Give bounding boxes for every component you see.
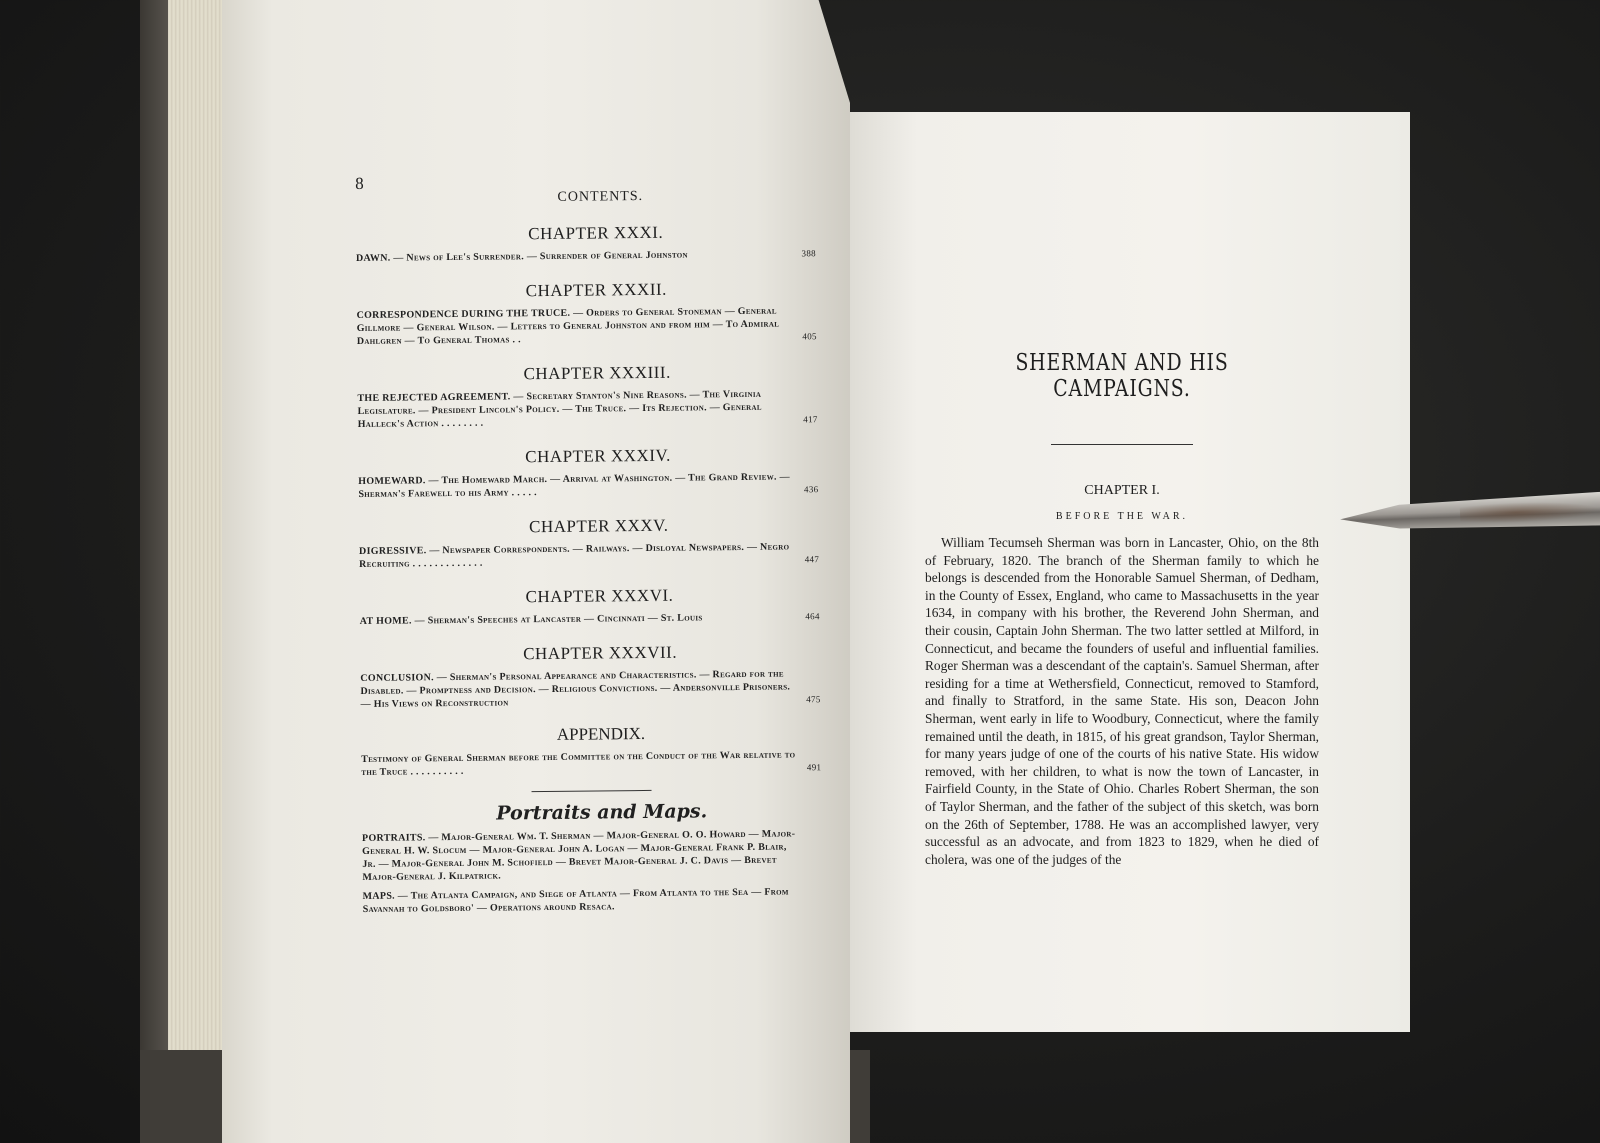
contents-page-text bbox=[355, 163, 823, 916]
chapter-entry-text: CORRESPONDENCE DURING THE TRUCE. — Orders to General Stoneman — General Gillmore — General Wilson. — Letters to General Johnston and from him — To Admiral Dahlgren — To General Thomas . . bbox=[356, 305, 780, 347]
chapter-heading: CHAPTER XXXI. bbox=[528, 222, 664, 244]
contents-title: CONTENTS. bbox=[557, 188, 644, 205]
chapter-entry-page: 436 bbox=[803, 484, 819, 495]
chapter-heading: CHAPTER XXXIV. bbox=[525, 445, 671, 467]
book-title: SHERMAN AND HIS CAMPAIGNS. bbox=[1015, 350, 1229, 402]
maps-entry: MAPS. — The Atlanta Campaign, and Siege of Atlanta — From Atlanta to the Sea — From Savannah to Goldsboro' — Operations around Resaca. bbox=[362, 886, 789, 915]
chapter-entry-page: 417 bbox=[803, 414, 818, 425]
chapter-entry-text: DAWN. — News of Lee's Surrender. — Surrender of General Johnston bbox=[355, 249, 688, 264]
chapter-entry bbox=[358, 470, 818, 501]
chapter-heading: CHAPTER XXXIII. bbox=[523, 362, 671, 384]
appendix-heading: APPENDIX. bbox=[556, 723, 646, 744]
body-paragraph: William Tecumseh Sherman was born in Lancaster, Ohio, on the 8th of February, 1820. The branch of the Sherman family to which he belongs is descended from the Honorable Samuel Sherman, of Dedham, in the County of Essex, England, who came to Massachusetts in the year 1634, in company with his brother, the Reverend John Sherman, and their cousin, Captain John Sherman. The two latter settled at Milford, in Connecticut, and became the founders of useful and influential families. Roger Sherman was a descendant of the captain's. Samuel Sherman, after residing for a time at Wethersfield, Connecticut, removed to Stamford, and finally to Stratford, in the same State. His son, Deacon John Sherman, went early in life to Woodbury, Connecticut, where the family remained until the death, in 1815, of his great grandson, Taylor Sherman, for many years judge of one of the courts of his native State. His widow removed, with her children, to what is now the town of Lancaster, in Fairfield County, in the State of Ohio. Charles Robert Sherman, the son of Taylor Sherman, and the father of the subject of this sketch, was born on the 26th of September, 1788. He was an accomplished lawyer, very successful as an advocate, and from 1823 to 1829, when he died of cholera, was one of the judges of the bbox=[925, 535, 1319, 867]
appendix-entry-page: 491 bbox=[806, 762, 822, 773]
chapter-entry bbox=[360, 610, 820, 628]
chapter-entry bbox=[359, 540, 819, 571]
chapter-entry-text: HOMEWARD. — The Homeward March. — Arrival at Washington. — The Grand Review. — Sherman's Farewell to his Army . . . . . bbox=[358, 471, 790, 500]
chapter-entry-page: 464 bbox=[805, 611, 820, 622]
chapter-entry-text: THE REJECTED AGREEMENT. — Secretary Stanton's Nine Reasons. — The Virginia Legislature. — President Lincoln's Policy. — The Truce. — Its Rejection. — General Halleck's Action . . . . . . . . bbox=[357, 388, 762, 430]
chapter-subtitle: BEFORE THE WAR. bbox=[1055, 511, 1189, 522]
chapter-entry-page: 447 bbox=[804, 554, 820, 565]
chapter-heading: CHAPTER XXXV. bbox=[528, 515, 669, 537]
chapter-entry-page: 475 bbox=[806, 694, 821, 705]
divider-rule bbox=[532, 790, 652, 792]
chapter-entry bbox=[357, 387, 817, 431]
chapter-entry-text: DIGRESSIVE. — Newspaper Correspondents. — Railways. — Disloyal Newspapers. — Negro Recruiting . . . . . . . . . . . . . bbox=[358, 541, 790, 570]
title-rule bbox=[1051, 444, 1193, 445]
chapter-heading: CHAPTER XXXVII. bbox=[523, 642, 678, 664]
chapter-one-page-text bbox=[925, 350, 1319, 868]
page-number: 8 bbox=[355, 173, 364, 193]
chapter-entry-text: CONCLUSION. — Sherman's Personal Appearance and Characteristics. — Regard for the Disabled. — Promptness and Decision. — Religious Convictions. — Andersonville Prisoners. — His Views on Reconstruction bbox=[360, 668, 791, 710]
chapter-heading: CHAPTER XXXII. bbox=[525, 279, 667, 301]
page-edges bbox=[168, 0, 230, 1143]
chapter-heading: CHAPTER I. bbox=[1084, 483, 1160, 498]
portraits-heading: Portraits and Maps. bbox=[496, 800, 708, 825]
chapter-entry bbox=[356, 247, 816, 265]
appendix-entry-text: Testimony of General Sherman before the Committee on the Conduct of the War relative to the Truce . . . . . . . . . . bbox=[361, 749, 796, 778]
chapter-entry bbox=[356, 304, 816, 348]
chapter-entry-text: AT HOME. — Sherman's Speeches at Lancaster — Cincinnati — St. Louis bbox=[359, 612, 703, 627]
portraits-entry: PORTRAITS. — Major-General Wm. T. Sherman — Major-General O. O. Howard — Major-General H. W. Slocum — Major-General John A. Logan — Major-General Frank P. Blair, Jr. — Major-General John M. Schofield — Brevet Major-General J. C. Davis — Brevet Major-General J. Kilpatrick. bbox=[361, 828, 796, 883]
chapter-entry-page: 405 bbox=[802, 331, 817, 342]
chapter-entry bbox=[360, 667, 820, 711]
chapter-heading: CHAPTER XXXVI. bbox=[525, 585, 674, 607]
chapter-entry-page: 388 bbox=[801, 248, 816, 259]
appendix-entry bbox=[361, 748, 821, 779]
